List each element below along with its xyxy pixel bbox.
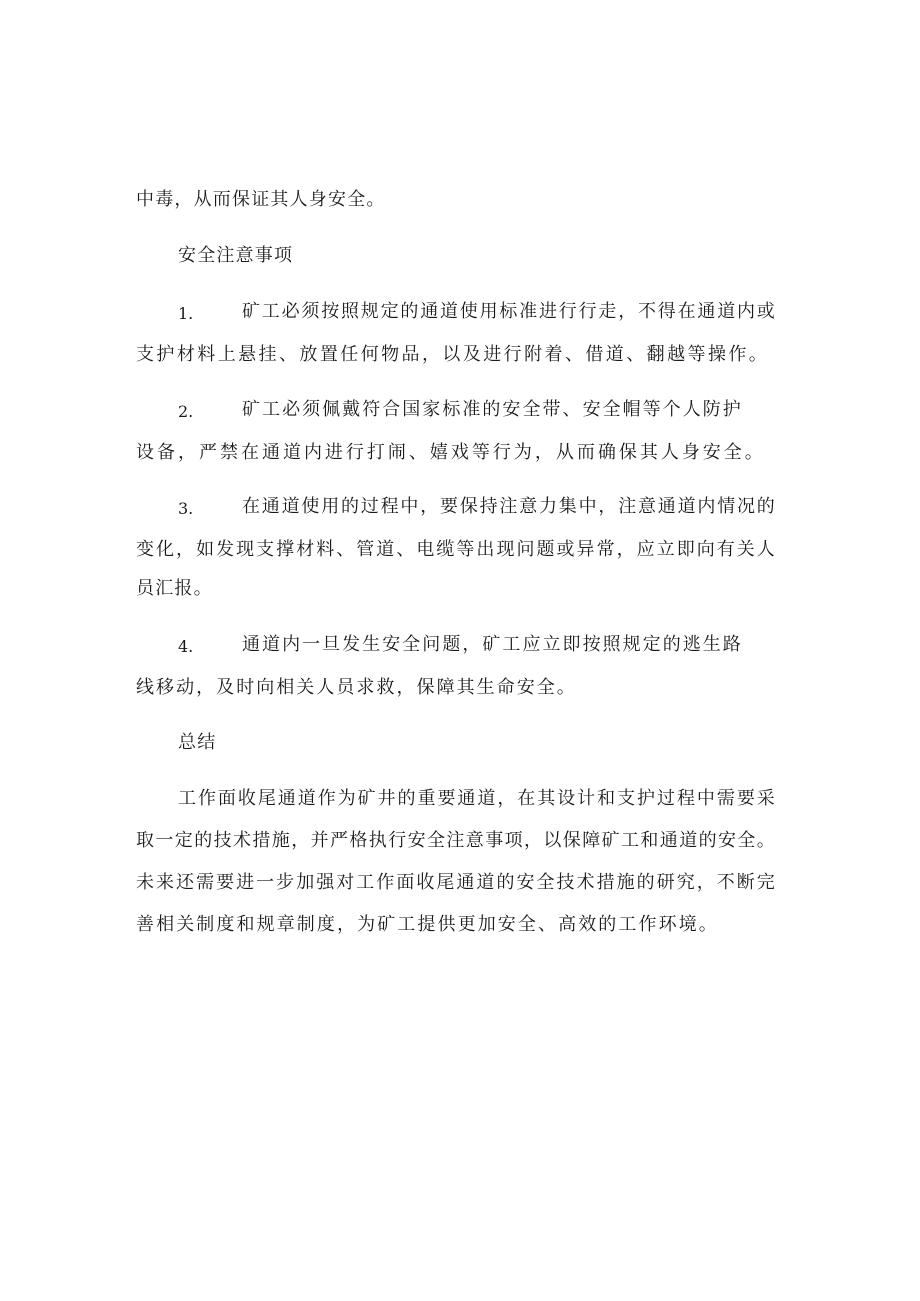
summary-line-1: 工作面收尾通道作为矿井的重要通道，在其设计和支护过程中需要采 <box>178 788 776 809</box>
summary-line-3: 未来还需要进一步加强对工作面收尾通道的安全技术措施的研究，不断完 <box>136 872 776 893</box>
summary-line-2: 取一定的技术措施，并严格执行安全注意事项，以保障矿工和通道的安全。 <box>136 830 776 851</box>
item-4-line-2: 线移动，及时向相关人员求救，保障其生命安全。 <box>136 677 576 698</box>
item-3-line-2: 变化，如发现支撑材料、管道、电缆等出现问题或异常，应立即向有关人 <box>136 539 776 560</box>
item-4-line-1: 通道内一旦发生安全问题，矿工应立即按照规定的逃生路 <box>242 634 742 655</box>
safety-heading: 安全注意事项 <box>178 245 294 266</box>
item-4-number: 4. <box>178 637 194 656</box>
item-2-number: 2. <box>178 402 194 421</box>
item-3-number: 3. <box>178 499 194 518</box>
summary-line-4: 善相关制度和规章制度，为矿工提供更加安全、高效的工作环境。 <box>136 914 718 935</box>
item-2-line-2: 设备，严禁在通道内进行打闹、嬉戏等行为，从而确保其人身安全。 <box>136 442 764 463</box>
item-1-line-1: 矿工必须按照规定的通道使用标准进行行走，不得在通道内或 <box>242 301 776 322</box>
item-2-line-1: 矿工必须佩戴符合国家标准的安全带、安全帽等个人防护 <box>242 399 742 420</box>
item-1-line-2: 支护材料上悬挂、放置任何物品，以及进行附着、借道、翻越等操作。 <box>136 344 768 365</box>
item-1-number: 1. <box>178 304 194 323</box>
intro-tail-line: 中毒，从而保证其人身安全。 <box>136 189 386 210</box>
summary-heading: 总结 <box>178 732 217 753</box>
item-3-line-3: 员汇报。 <box>136 578 213 599</box>
item-3-line-1: 在通道使用的过程中，要保持注意力集中，注意通道内情况的 <box>242 496 776 517</box>
